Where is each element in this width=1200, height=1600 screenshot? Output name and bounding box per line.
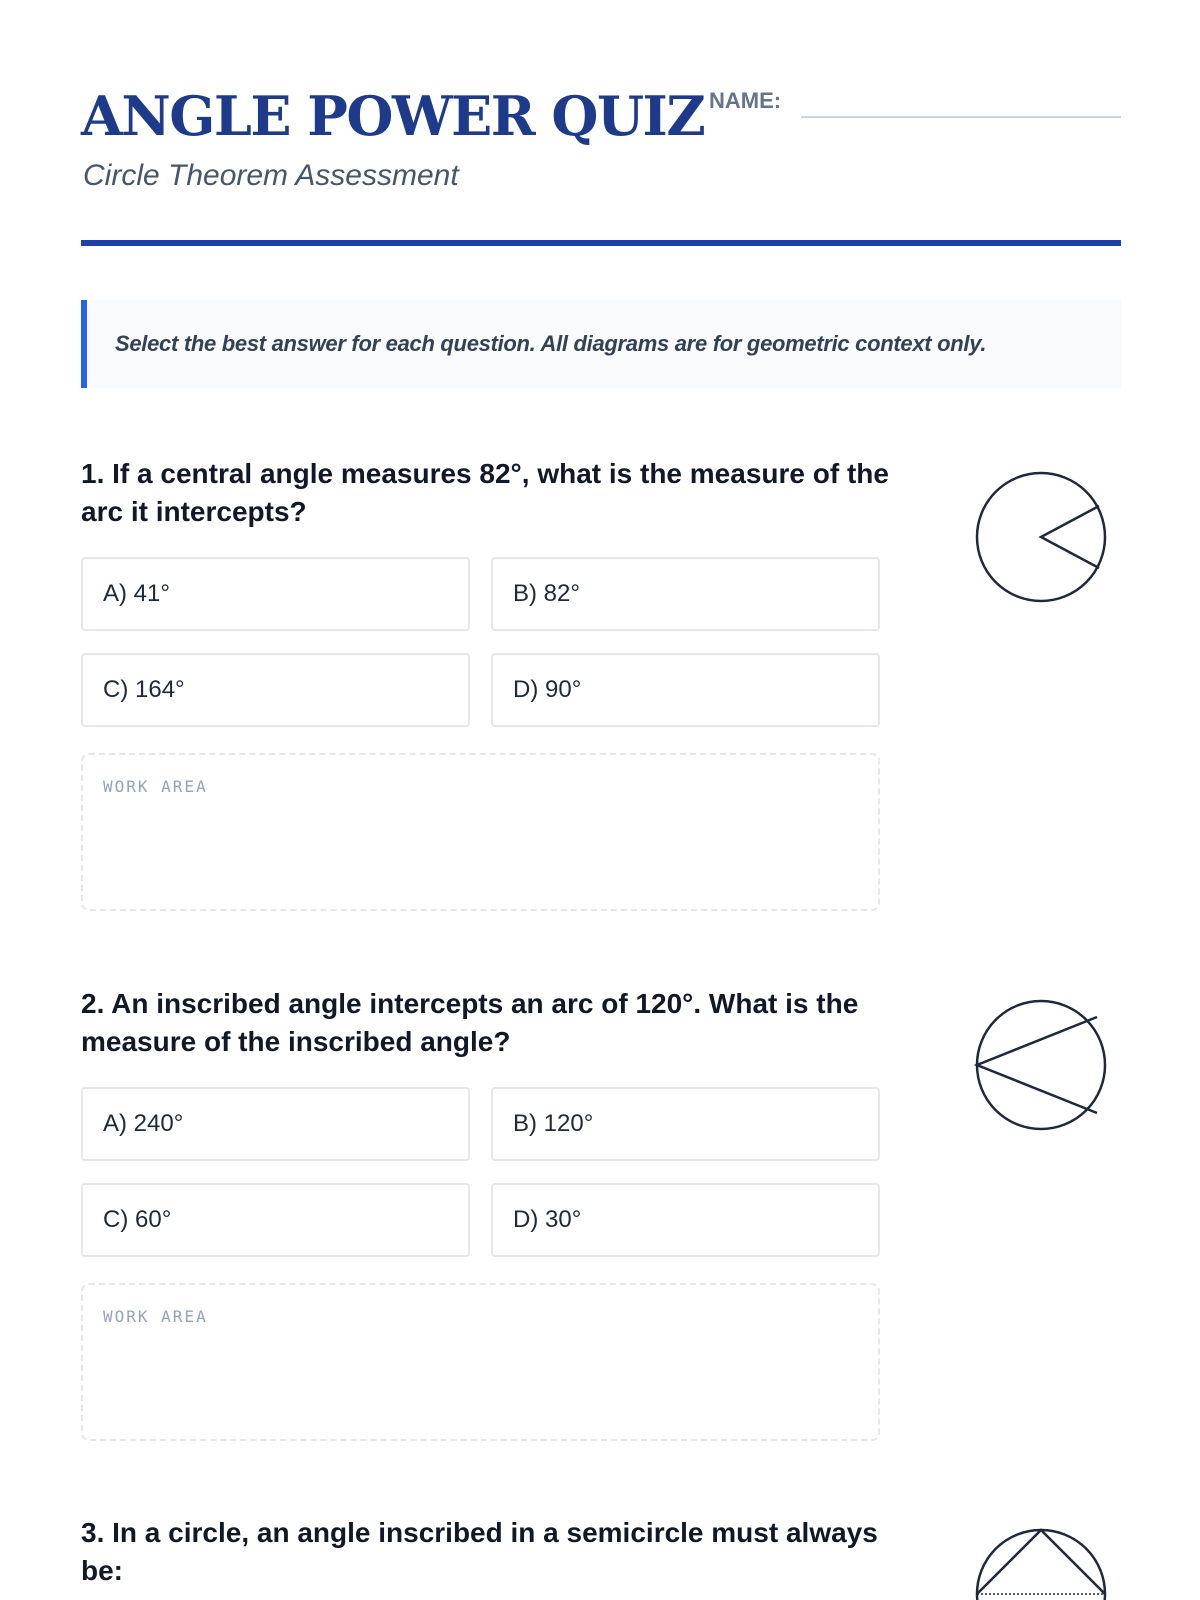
page-subtitle: Circle Theorem Assessment [83, 159, 459, 192]
central-angle-diagram [973, 469, 1109, 605]
central-angle-svg [973, 469, 1109, 605]
option-b[interactable]: B) 82° [491, 557, 880, 631]
name-label: NAME: [709, 88, 782, 113]
inscribed-angle-diagram [973, 997, 1109, 1133]
page-title: ANGLE POWER QUIZ [81, 84, 705, 148]
quiz-header [81, 84, 1121, 214]
question-text: 2. An inscribed angle intercepts an arc of 120°. What is the measure of the inscribed angle? [81, 988, 859, 1057]
semicircle-angle-svg [973, 1526, 1109, 1600]
option-c[interactable]: C) 164° [81, 653, 470, 727]
question-1 [81, 455, 1121, 925]
circle-outline [977, 1530, 1105, 1600]
inscribed-angle-svg [973, 997, 1109, 1133]
semicircle-angle-diagram [973, 1526, 1109, 1600]
option-d[interactable]: D) 30° [491, 1183, 880, 1257]
quiz-page [81, 0, 1121, 1600]
instructions-text: Select the best answer for each question. All diagrams are for geometric context only. [115, 331, 987, 356]
question-text: 1. If a central angle measures 82°, what is the measure of the arc it intercepts? [81, 458, 889, 527]
option-d[interactable]: D) 90° [491, 653, 880, 727]
inscribed-angle-chords [977, 1017, 1097, 1113]
work-area[interactable] [81, 1283, 880, 1441]
semicircle-angle-chords [977, 1530, 1105, 1594]
question-3 [81, 1514, 1121, 1600]
header-divider [81, 240, 1121, 246]
name-field[interactable] [801, 116, 1121, 118]
instructions-box [81, 300, 1121, 388]
option-a[interactable]: A) 41° [81, 557, 470, 631]
central-angle-rays [1041, 506, 1099, 568]
work-area-label: WORK AREA [103, 1307, 208, 1326]
option-c[interactable]: C) 60° [81, 1183, 470, 1257]
question-2 [81, 985, 1121, 1455]
work-area[interactable] [81, 753, 880, 911]
option-b[interactable]: B) 120° [491, 1087, 880, 1161]
work-area-label: WORK AREA [103, 777, 208, 796]
option-a[interactable]: A) 240° [81, 1087, 470, 1161]
question-text: 3. In a circle, an angle inscribed in a semicircle must always be: [81, 1517, 878, 1586]
